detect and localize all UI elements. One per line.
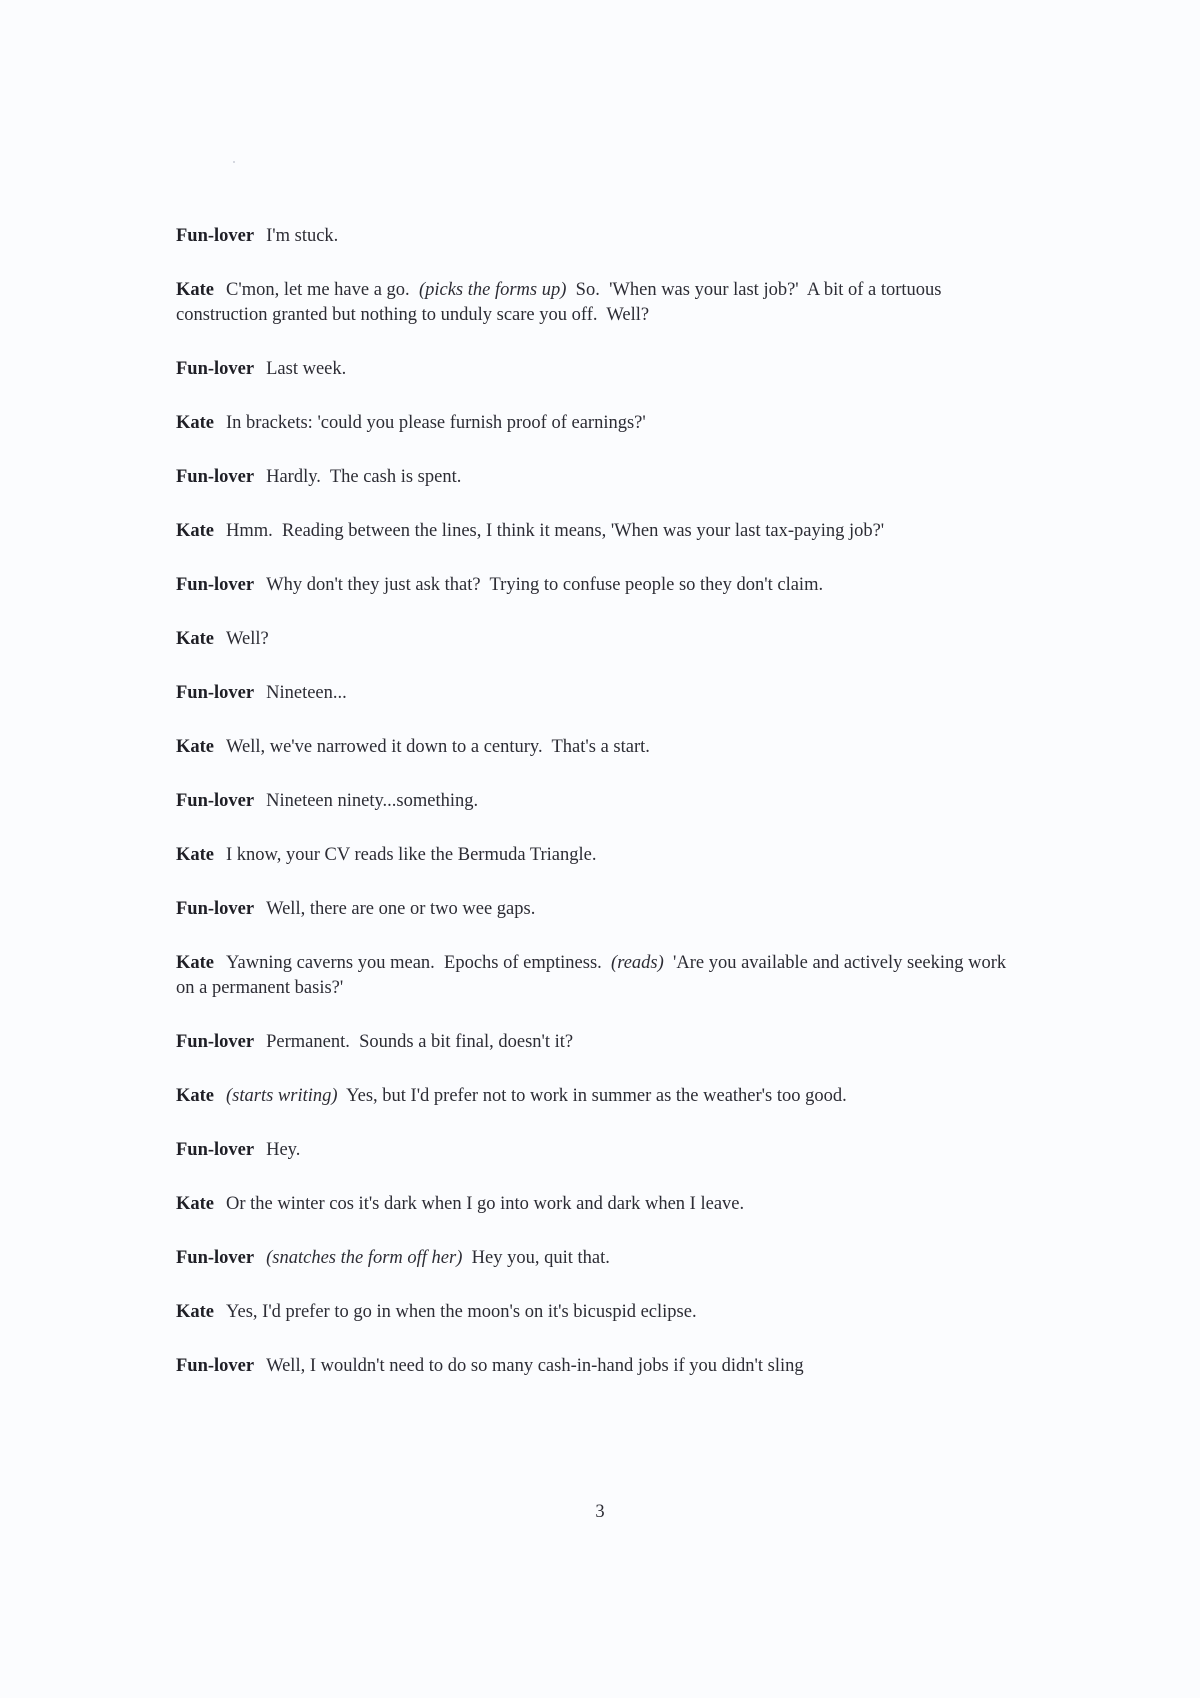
stage-direction: (picks the forms up) xyxy=(418,280,567,300)
dialogue-turn xyxy=(176,573,1016,598)
dialogue-line: C'mon, let me have a go. xyxy=(226,280,419,300)
speaker-name: Fun-lover xyxy=(176,575,255,595)
dialogue-line: Hardly. The cash is spent. xyxy=(266,467,462,487)
dialogue-turn xyxy=(176,519,1016,544)
speaker-name: Fun-lover xyxy=(176,899,255,919)
stage-direction: (starts writing) xyxy=(226,1086,338,1106)
speaker-name: Kate xyxy=(176,521,215,541)
dialogue-line: Well? xyxy=(226,629,269,649)
page-number: 3 xyxy=(595,1502,605,1522)
dialogue-turn xyxy=(176,1192,1016,1217)
speaker-name: Kate xyxy=(176,1194,215,1214)
speaker-name: Fun-lover xyxy=(176,1248,255,1268)
speaker-name: Kate xyxy=(176,845,215,865)
dialogue-turn xyxy=(176,357,1016,382)
speaker-name: Fun-lover xyxy=(176,467,255,487)
speaker-name: Fun-lover xyxy=(176,226,255,246)
dialogue-line: In brackets: 'could you please furnish proof of earnings?' xyxy=(226,413,646,433)
dialogue-line: 'Are you available and actively seeking work on a permanent basis?' xyxy=(176,953,1011,998)
dialogue-line: Or the winter cos it's dark when I go into work and dark when I leave. xyxy=(226,1194,745,1214)
speaker-name: Kate xyxy=(176,1086,215,1106)
dialogue-line: Yawning caverns you mean. Epochs of emptiness. xyxy=(226,953,612,973)
dialogue-line: Permanent. Sounds a bit final, doesn't it? xyxy=(266,1032,574,1052)
dialogue-turn xyxy=(176,627,1016,652)
dialogue-line: Last week. xyxy=(266,359,347,379)
dialogue-line: I'm stuck. xyxy=(266,226,339,246)
dialogue-turn xyxy=(176,224,1016,249)
dialogue-line: Well, we've narrowed it down to a century. That's a start. xyxy=(226,737,650,757)
dialogue-turn xyxy=(176,843,1016,868)
dialogue-turn xyxy=(176,411,1016,436)
dialogue-line: So. 'When was your last job?' A bit of a tortuous construction granted but nothing to unduly scare you off. Well? xyxy=(176,280,947,325)
speaker-name: Fun-lover xyxy=(176,791,255,811)
speaker-name: Fun-lover xyxy=(176,1032,255,1052)
speaker-name: Fun-lover xyxy=(176,359,255,379)
speaker-name: Kate xyxy=(176,953,215,973)
dialogue-line: I know, your CV reads like the Bermuda Triangle. xyxy=(226,845,597,865)
dialogue-line: Nineteen... xyxy=(266,683,347,703)
dialogue-turn xyxy=(176,789,1016,814)
speaker-name: Kate xyxy=(176,413,215,433)
dialogue-line: Well, there are one or two wee gaps. xyxy=(266,899,536,919)
dialogue-turn xyxy=(176,681,1016,706)
dialogue-line: Hey. xyxy=(266,1140,301,1160)
dialogue-turn xyxy=(176,951,1016,1001)
dialogue-line: Hey you, quit that. xyxy=(462,1248,610,1268)
dialogue-turn xyxy=(176,1354,1016,1379)
stage-direction: (reads) xyxy=(611,953,664,973)
dialogue-turn xyxy=(176,1030,1016,1055)
dialogue-turn xyxy=(176,897,1016,922)
dialogue-turn xyxy=(176,465,1016,490)
dialogue-line: Yes, but I'd prefer not to work in summer as the weather's too good. xyxy=(337,1086,847,1106)
dialogue-turn xyxy=(176,735,1016,760)
speaker-name: Kate xyxy=(176,629,215,649)
dialogue-line: Well, I wouldn't need to do so many cash-in-hand jobs if you didn't sling xyxy=(266,1356,804,1376)
dialogue-turn xyxy=(176,1138,1016,1163)
dialogue-line: Why don't they just ask that? Trying to confuse people so they don't claim. xyxy=(266,575,824,595)
speaker-name: Fun-lover xyxy=(176,1140,255,1160)
dialogue-line: Nineteen ninety...something. xyxy=(266,791,479,811)
dialogue-body xyxy=(176,224,1016,1408)
stage-direction: (snatches the form off her) xyxy=(266,1248,463,1268)
paper-speck xyxy=(233,161,235,163)
dialogue-turn xyxy=(176,1300,1016,1325)
dialogue-turn xyxy=(176,1246,1016,1271)
speaker-name: Kate xyxy=(176,1302,215,1322)
speaker-name: Fun-lover xyxy=(176,1356,255,1376)
speaker-name: Kate xyxy=(176,280,215,300)
dialogue-turn xyxy=(176,1084,1016,1109)
dialogue-line: Yes, I'd prefer to go in when the moon's on it's bicuspid eclipse. xyxy=(226,1302,697,1322)
speaker-name: Fun-lover xyxy=(176,683,255,703)
speaker-name: Kate xyxy=(176,737,215,757)
dialogue-turn xyxy=(176,278,1016,328)
dialogue-line: Hmm. Reading between the lines, I think it means, 'When was your last tax-paying job?' xyxy=(226,521,885,541)
